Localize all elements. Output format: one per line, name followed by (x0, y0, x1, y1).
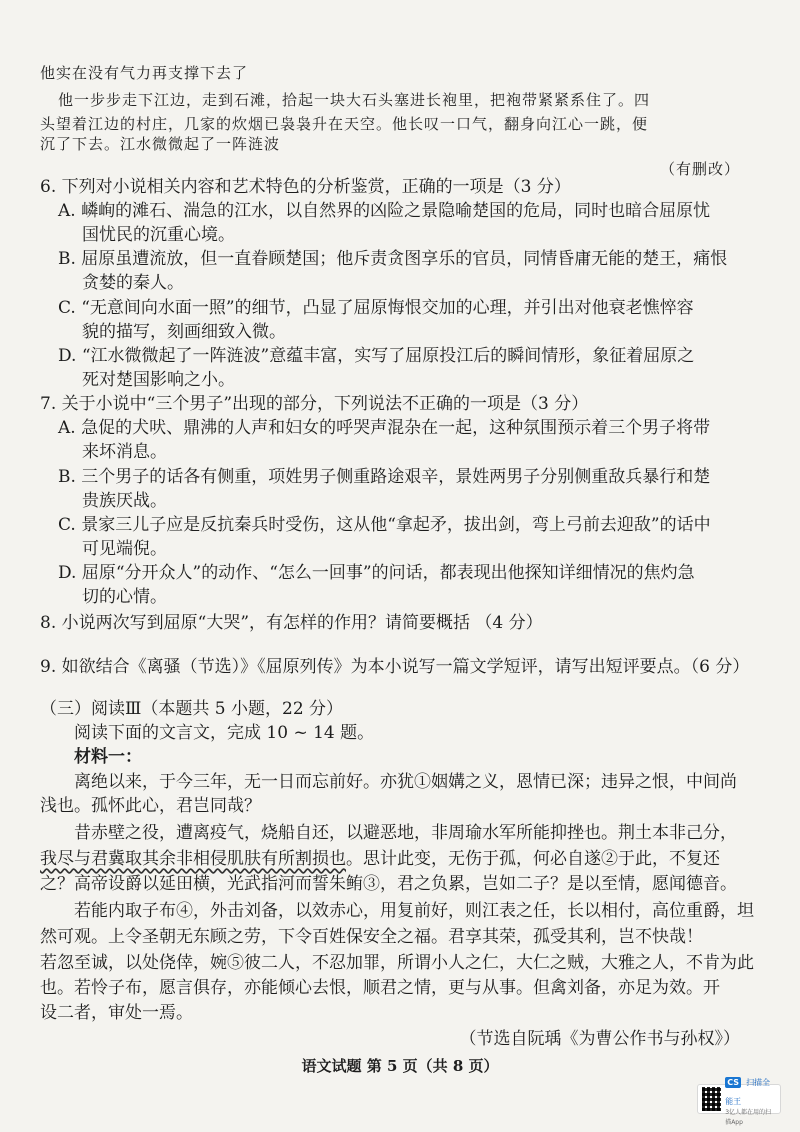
classical-text-line-2: 浅也。孤怀此心，君岂同哉？ (40, 796, 261, 816)
q6-option-a-line1: A. 嶙峋的滩石、湍急的江水，以自然界的凶险之景隐喻楚国的危局，同时也暗合屈原忧 (58, 201, 711, 221)
q6-option-b-line1: B. 屈原虽遭流放，但一直眷顾楚国；他斥责贪图享乐的官员，同情昏庸无能的楚王，痛恨 (58, 249, 728, 269)
q6-option-c-line1: C. “无意间向水面一照”的细节，凸显了屈原悔恨交加的心理，并引出对他衰老憔悴容 (58, 298, 694, 318)
page-footer: 语文试题 第 5 页（共 8 页） (301, 1057, 499, 1075)
story-line-4: 沉了下去。江水微微起了一阵涟波 (40, 135, 281, 153)
story-line-2: 他一步步走下江边，走到石滩，拾起一块大石头塞进长袍里，把袍带紧紧系住了。四 (58, 91, 651, 109)
q7-option-a-line2: 来坏消息。 (82, 442, 167, 462)
classical-text-line-4 (40, 848, 720, 870)
story-line-3: 头望着江边的村庄，几家的炊烟已袅袅升在天空。他长叹一口气，翻身向江心一跳，便 (40, 115, 649, 133)
classical-text-line-4-rest: 。思计此变，无伤于孤，何必自遂②于此，不复还 (346, 849, 720, 869)
question-8: 8. 小说两次写到屈原“大哭”，有怎样的作用？请简要概括 （4 分） (40, 613, 543, 633)
classical-text-line-5: 之？高帝设爵以延田横，光武指河而誓朱鲔③，君之负累，岂如二子？是以至情，愿闻德音。 (40, 874, 737, 894)
q7-option-d-line2: 切的心情。 (82, 587, 167, 607)
classical-text-line-8: 若忽至诚，以处侥倖，婉⑤彼二人，不忍加罪，所谓小人之仁，大仁之贼，大雅之人，不肯为此 (40, 953, 754, 973)
cs-badge: CS (727, 1078, 739, 1087)
q7-option-c-line1: C. 景家三儿子应是反抗秦兵时受伤，这从他“拿起矛，拔出剑，弯上弓前去迎敌”的话中 (58, 515, 711, 535)
reading-3-instruction: 阅读下面的文言文，完成 10 ~ 14 题。 (74, 723, 375, 743)
q7-option-b-line1: B. 三个男子的话各有侧重，项姓男子侧重路途艰辛，景姓两男子分别侧重敌兵暴行和楚 (58, 467, 711, 487)
classical-text-line-7: 然可观。上令圣朝无东顾之劳，下令百姓保安全之福。君享其荣，孤受其利，岂不快哉！ (40, 927, 703, 947)
classical-text-source: （节选自阮瑀《为曹公作书与孙权》） (459, 1029, 740, 1049)
classical-text-line-3: 昔赤壁之役，遭离疫气，烧船自还，以避恶地，非周瑜水军所能抑挫也。荆土本非己分， (74, 823, 737, 843)
scanner-app-name: 扫描全能王 (725, 1078, 771, 1106)
story-line-1: 他实在没有气力再支撑下去了 (40, 64, 249, 82)
classical-text-line-6: 若能内取子布④，外击刘备，以效赤心，用复前好，则江表之任，长以相付，高位重爵，坦 (74, 901, 754, 921)
q7-option-d-line1: D. 屈原“分开众人”的动作、“怎么一回事”的问话，都表现出他探知详细情况的焦灼急 (58, 563, 695, 583)
question-7-stem: 7. 关于小说中“三个男子”出现的部分，下列说法不正确的一项是（3 分） (40, 394, 589, 414)
question-9: 9. 如欲结合《离骚（节选）》《屈原列传》为本小说写一篇文学短评，请写出短评要点。（6 分） (40, 657, 750, 677)
q6-option-d-line1: D. “江水微微起了一阵涟波”意蕴丰富，实写了屈原投江后的瞬间情形，象征着屈原之 (58, 346, 695, 366)
scanner-watermark (697, 1078, 781, 1126)
classical-text-line-10: 设二者，审处一焉。 (40, 1003, 193, 1023)
q6-option-c-line2: 貌的描写，刻画细致入微。 (82, 322, 286, 342)
q6-option-b-line2: 贪婪的秦人。 (82, 273, 184, 293)
reading-3-title: （三）阅读Ⅲ（本题共 5 小题，22 分） (40, 699, 344, 719)
q7-option-a-line1: A. 急促的犬吠、鼎沸的人声和妇女的呼哭声混杂在一起，这种氛围预示着三个男子将带 (58, 418, 711, 438)
qr-code-icon (702, 1087, 721, 1111)
q7-option-b-line2: 贵族厌战。 (82, 491, 167, 511)
story-source: （有删改） (659, 160, 740, 178)
q6-option-a-line2: 国忧民的沉重心境。 (82, 225, 235, 245)
q6-option-d-line2: 死对楚国影响之小。 (82, 370, 235, 390)
scanner-app-tagline: 3亿人都在用的扫描App (725, 1109, 772, 1126)
question-6-stem: 6. 下列对小说相关内容和艺术特色的分析鉴赏，正确的一项是（3 分） (40, 177, 571, 197)
q7-option-c-line2: 可见端倪。 (82, 539, 167, 559)
classical-text-line-1: 离绝以来，于今三年，无一日而忘前好。亦犹①姻媾之义，恩情已深；违异之恨，中间尚 (74, 772, 737, 792)
material-one-label: 材料一： (74, 747, 142, 767)
classical-text-line-9: 也。若怜子布，愿言俱存，亦能倾心去恨，顺君之情，更与从事。但禽刘备，亦足为效。开 (40, 978, 720, 998)
underlined-sentence: 我尽与君冀取其余非相侵肌肤有所割损也 (40, 849, 346, 869)
